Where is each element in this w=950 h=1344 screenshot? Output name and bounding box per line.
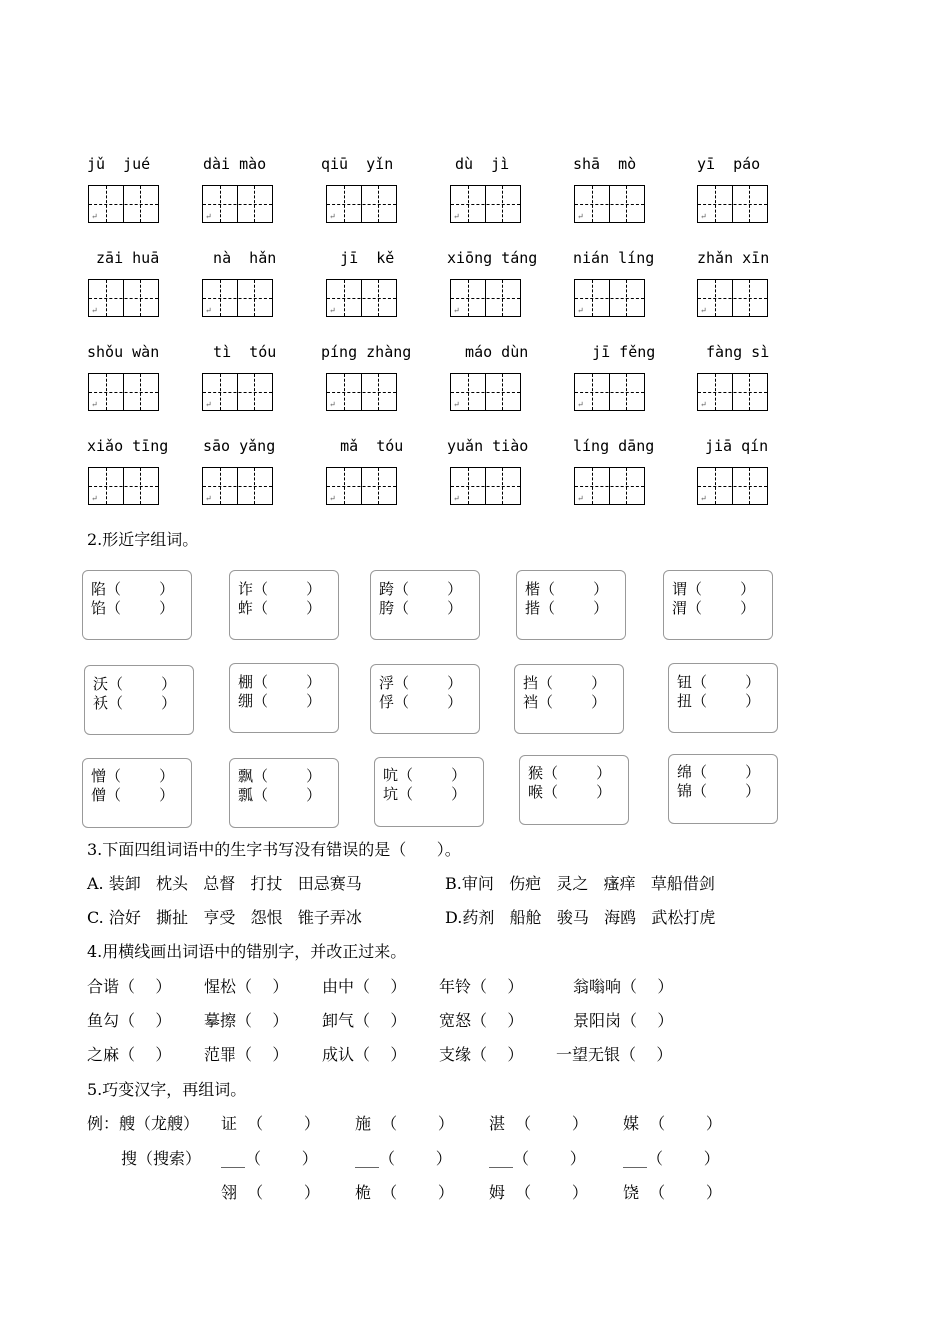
char-line: 锦（ ） — [677, 782, 761, 800]
pinyin-label: zhǎn xīn — [697, 249, 770, 267]
char-pair-box — [229, 758, 339, 828]
question-2-title: 2.形近字组词。 — [87, 530, 199, 549]
pinyin-label: jiā qín — [705, 437, 769, 455]
char-pair-box — [516, 570, 626, 640]
pinyin-label: xiōng táng — [447, 249, 538, 267]
typo-word: 鱼勾（ ） — [87, 1011, 172, 1030]
pinyin-label: sāo yǎng — [203, 437, 276, 455]
char-pair-box — [519, 755, 629, 825]
writing-grid: ↵ — [697, 467, 768, 505]
char-line: 诈（ ） — [238, 580, 322, 598]
pinyin-label: xiǎo tīng — [87, 437, 169, 455]
typo-word: 翁嗡响（ ） — [573, 977, 674, 996]
char-pair-box — [82, 758, 192, 828]
char-line: 憎（ ） — [91, 767, 175, 785]
pinyin-label: líng dāng — [573, 437, 655, 455]
char-line: 吭（ ） — [383, 766, 467, 784]
char-line: 胯（ ） — [379, 599, 463, 617]
writing-grid: ↵ — [574, 467, 645, 505]
transform-blank: ___（ ） — [489, 1149, 586, 1168]
typo-word: 景阳岗（ ） — [573, 1011, 674, 1030]
writing-grid: ↵ — [697, 185, 768, 223]
writing-grid: ↵ — [88, 279, 159, 317]
char-line: 猴（ ） — [528, 764, 612, 782]
transform-blank: ___（ ） — [623, 1149, 720, 1168]
pinyin-label: nián líng — [573, 249, 655, 267]
transform-blank: ___（ ） — [355, 1149, 452, 1168]
writing-grid: ↵ — [450, 185, 521, 223]
char-line: 蚱（ ） — [238, 599, 322, 617]
char-line: 喉（ ） — [528, 783, 612, 801]
question-3-title: 3.下面四组词语中的生字书写没有错误的是（ ）。 — [87, 840, 461, 859]
char-line: 袄（ ） — [93, 694, 177, 712]
transform-item: 饶 （ ） — [623, 1183, 722, 1202]
char-pair-box — [514, 664, 624, 734]
char-pair-box — [374, 757, 484, 827]
writing-grid: ↵ — [574, 185, 645, 223]
char-pair-box — [82, 570, 192, 640]
transform-item: 媒 （ ） — [623, 1114, 722, 1133]
option-c: C. 洽好 撕扯 亨受 怨恨 锥子弄冰 — [87, 908, 362, 927]
writing-grid: ↵ — [697, 373, 768, 411]
writing-grid: ↵ — [450, 467, 521, 505]
pinyin-label: dù jì — [455, 155, 510, 173]
char-pair-box — [229, 663, 339, 733]
char-pair-box — [370, 664, 480, 734]
char-line: 楷（ ） — [525, 580, 609, 598]
char-line: 沃（ ） — [93, 675, 177, 693]
writing-grid: ↵ — [202, 279, 273, 317]
option-b: B.审问 伤疤 灵之 瘙痒 草船借剑 — [445, 874, 715, 893]
transform-item: 湛 （ ） — [489, 1114, 588, 1133]
writing-grid: ↵ — [202, 467, 273, 505]
pinyin-label: jī kě — [313, 249, 395, 267]
pinyin-label: nà hǎn — [195, 249, 277, 267]
char-line: 棚（ ） — [238, 673, 322, 691]
char-line: 飘（ ） — [238, 767, 322, 785]
question-5-title: 5.巧变汉字，再组词。 — [87, 1080, 247, 1099]
char-pair-box — [668, 754, 778, 824]
writing-grid: ↵ — [326, 185, 397, 223]
typo-word: 摹擦（ ） — [204, 1011, 289, 1030]
pinyin-label: shā mò — [573, 155, 637, 173]
char-line: 俘（ ） — [379, 693, 463, 711]
char-line: 馅（ ） — [91, 599, 175, 617]
writing-grid: ↵ — [450, 373, 521, 411]
writing-grid: ↵ — [697, 279, 768, 317]
transform-item: 施 （ ） — [355, 1114, 454, 1133]
char-pair-box — [663, 570, 773, 640]
writing-grid: ↵ — [88, 185, 159, 223]
char-pair-box — [370, 570, 480, 640]
writing-grid: ↵ — [326, 467, 397, 505]
pinyin-label: mǎ tóu — [313, 437, 404, 455]
char-line: 谓（ ） — [672, 580, 756, 598]
char-line: 瓢（ ） — [238, 786, 322, 804]
typo-word: 惺松（ ） — [204, 977, 289, 996]
pinyin-label: píng zhàng — [321, 343, 412, 361]
typo-word: 之麻（ ） — [87, 1045, 172, 1064]
pinyin-label: shǒu wàn — [87, 343, 160, 361]
writing-grid: ↵ — [88, 467, 159, 505]
pinyin-label: yuǎn tiào — [447, 437, 529, 455]
char-line: 绷（ ） — [238, 692, 322, 710]
typo-word: 宽怒（ ） — [439, 1011, 524, 1030]
pinyin-label: máo dùn — [447, 343, 529, 361]
pinyin-label: zāi huā — [87, 249, 160, 267]
typo-word: 范罪（ ） — [204, 1045, 289, 1064]
writing-grid: ↵ — [88, 373, 159, 411]
writing-grid: ↵ — [450, 279, 521, 317]
char-line: 钮（ ） — [677, 673, 761, 691]
char-line: 渭（ ） — [672, 599, 756, 617]
pinyin-label: dài mào — [203, 155, 267, 173]
char-line: 裆（ ） — [523, 693, 607, 711]
writing-grid: ↵ — [202, 185, 273, 223]
char-line: 陷（ ） — [91, 580, 175, 598]
writing-grid: ↵ — [202, 373, 273, 411]
char-line: 跨（ ） — [379, 580, 463, 598]
question-4-title: 4.用横线画出词语中的错别字，并改正过来。 — [87, 942, 407, 961]
char-pair-box — [84, 665, 194, 735]
typo-word: 一望无银（ ） — [556, 1045, 673, 1064]
char-line: 绵（ ） — [677, 763, 761, 781]
pinyin-label: fàng sì — [697, 343, 770, 361]
transform-item: 桅 （ ） — [355, 1183, 454, 1202]
typo-word: 成认（ ） — [322, 1045, 407, 1064]
writing-grid: ↵ — [574, 373, 645, 411]
writing-grid: ↵ — [574, 279, 645, 317]
char-line: 扭（ ） — [677, 692, 761, 710]
char-line: 浮（ ） — [379, 674, 463, 692]
typo-word: 年铃（ ） — [439, 977, 524, 996]
typo-word: 支缘（ ） — [439, 1045, 524, 1064]
transform-item: 翎 （ ） — [221, 1183, 320, 1202]
example-label: 例：艘（龙艘） — [87, 1114, 200, 1133]
example-second: 搜（搜索） — [121, 1149, 202, 1168]
pinyin-label: jī fěng — [565, 343, 656, 361]
writing-grid: ↵ — [326, 373, 397, 411]
transform-blank: ___（ ） — [221, 1149, 318, 1168]
pinyin-label: tì tóu — [195, 343, 277, 361]
pinyin-label: jǔ jué — [87, 155, 151, 173]
typo-word: 合谐（ ） — [87, 977, 172, 996]
char-pair-box — [668, 663, 778, 733]
char-pair-box — [229, 570, 339, 640]
char-line: 挡（ ） — [523, 674, 607, 692]
pinyin-label: qiū yǐn — [321, 155, 394, 173]
typo-word: 由中（ ） — [322, 977, 407, 996]
writing-grid: ↵ — [326, 279, 397, 317]
typo-word: 卸气（ ） — [322, 1011, 407, 1030]
char-line: 揩（ ） — [525, 599, 609, 617]
pinyin-label: yī páo — [697, 155, 761, 173]
transform-item: 证 （ ） — [221, 1114, 320, 1133]
transform-item: 姆 （ ） — [489, 1183, 588, 1202]
option-d: D.药剂 船舱 骏马 海鸥 武松打虎 — [445, 908, 716, 927]
char-line: 僧（ ） — [91, 786, 175, 804]
option-a: A. 装卸 枕头 总督 打扙 田忌赛马 — [87, 874, 362, 893]
char-line: 坑（ ） — [383, 785, 467, 803]
